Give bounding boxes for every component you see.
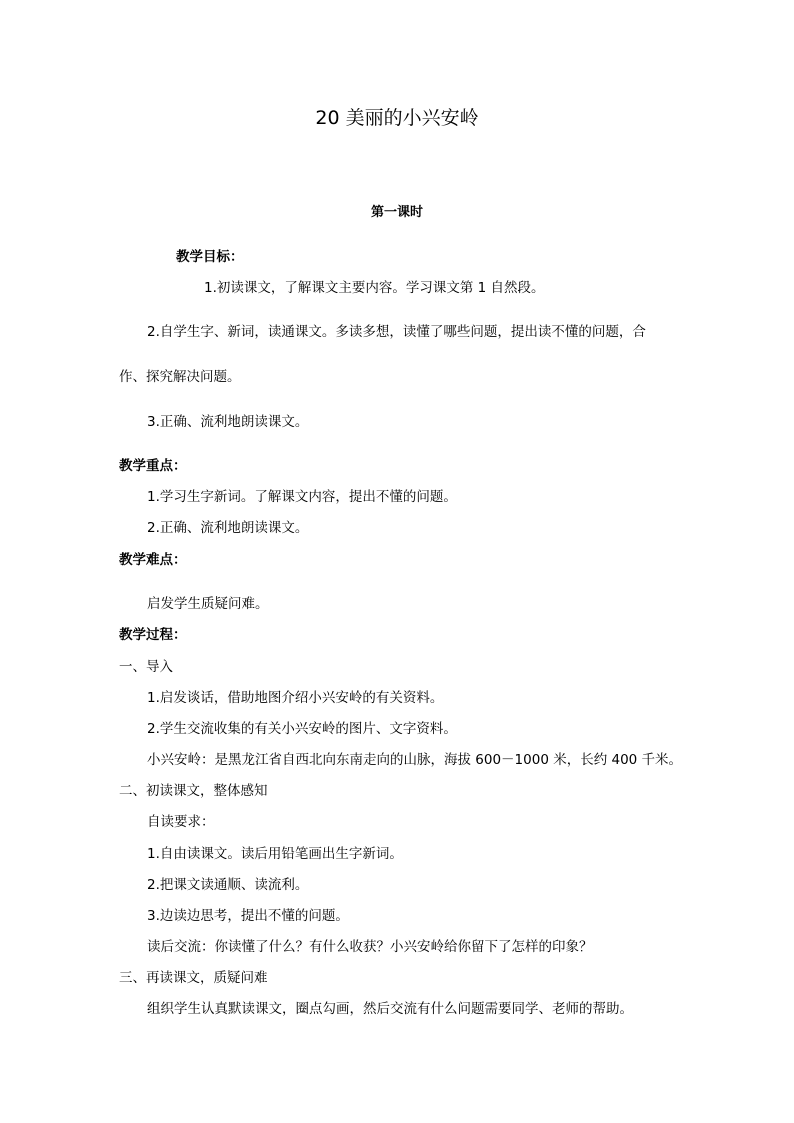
process-heading: 教学过程：: [119, 627, 187, 643]
part3-heading: 三、再读课文，质疑问难: [119, 970, 268, 986]
part2-item: 2.把课文读通顺、读流利。: [147, 877, 309, 893]
part1-item: 1.启发谈话，借助地图介绍小兴安岭的有关资料。: [147, 690, 444, 706]
difficulty-heading: 教学难点：: [119, 552, 187, 568]
part3-item: 组织学生认真默读课文，圈点勾画，然后交流有什么问题需要同学、老师的帮助。: [147, 1001, 633, 1017]
objective-item-continuation: 作、探究解决问题。: [119, 369, 241, 385]
difficulty-text: 启发学生质疑问难。: [147, 596, 269, 612]
key-points-heading: 教学重点：: [119, 458, 187, 474]
objective-item: 1.初读课文，了解课文主要内容。学习课文第 1 自然段。: [204, 280, 545, 296]
objective-item: 2.自学生字、新词，读通课文。多读多想，读懂了哪些问题，提出读不懂的问题，合: [147, 324, 646, 340]
objectives-heading: 教学目标：: [176, 249, 244, 265]
part2-item: 自读要求：: [147, 814, 215, 830]
part1-item: 小兴安岭：是黑龙江省自西北向东南走向的山脉，海拔 600－1000 米，长约 400 千米。: [147, 752, 683, 768]
part2-item: 1.自由读课文。读后用铅笔画出生字新词。: [147, 846, 403, 862]
objective-item: 3.正确、流利地朗读课文。: [147, 414, 309, 430]
part2-heading: 二、初读课文，整体感知: [119, 783, 268, 799]
page-title: 20 美丽的小兴安岭: [315, 107, 479, 129]
key-point-item: 1.学习生字新词。了解课文内容，提出不懂的问题。: [147, 489, 457, 505]
key-point-item: 2.正确、流利地朗读课文。: [147, 520, 309, 536]
part2-item: 3.边读边思考，提出不懂的问题。: [147, 908, 349, 924]
lesson-period-heading: 第一课时: [370, 205, 423, 220]
part1-item: 2.学生交流收集的有关小兴安岭的图片、文字资料。: [147, 721, 457, 737]
part2-item: 读后交流：你读懂了什么？有什么收获？小兴安岭给你留下了怎样的印象？: [147, 939, 593, 955]
part1-heading: 一、导入: [119, 659, 173, 675]
